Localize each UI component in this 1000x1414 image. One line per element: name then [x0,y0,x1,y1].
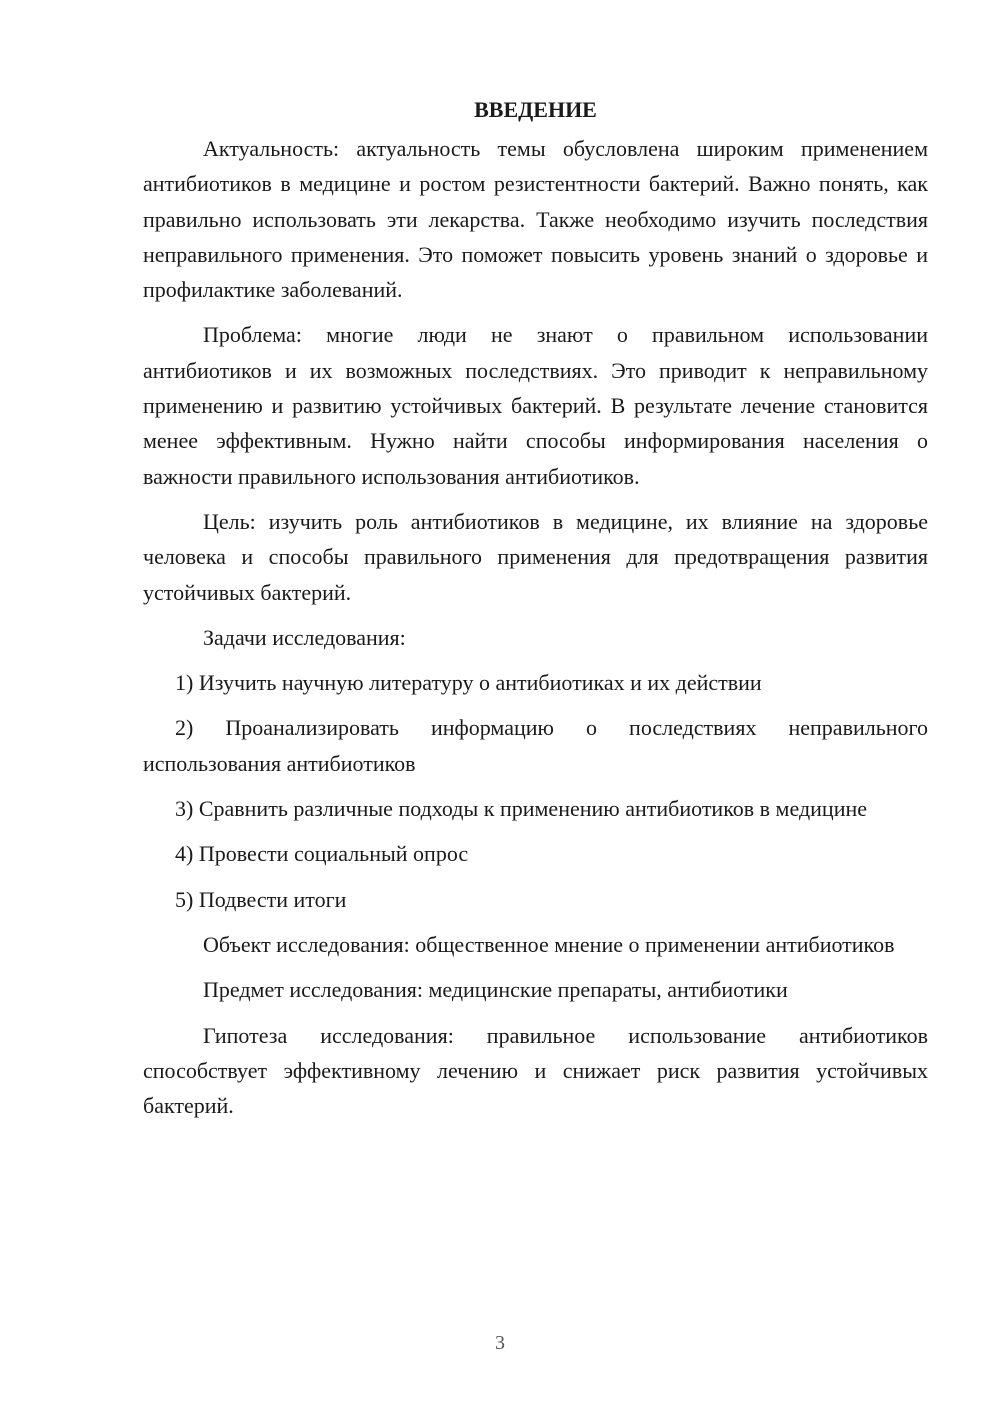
paragraph-object: Объект исследования: общественное мнение о применении антибиотиков [203,931,895,957]
tasks-list [143,665,928,917]
list-item: 1) Изучить научную литературу о антибиотиках и их действии [175,670,762,696]
list-item: 2) Проанализировать информацию о последствиях неправильного использования антибиотиков [143,715,928,776]
paragraph-subject: Предмет исследования: медицинские препараты, антибиотики [203,977,788,1003]
document-page [143,92,928,1133]
section-heading: ВВЕДЕНИЕ [474,97,597,122]
paragraph-hypothesis: Гипотеза исследования: правильное использование антибиотиков способствует эффективному лечению и снижает риск развития устойчивых бактерий. [143,1022,928,1119]
list-item: 5) Подвести итоги [175,886,347,912]
paragraph-goal: Цель: изучить роль антибиотиков в медицине, их влияние на здоровье человека и способы правильного применения для предотвращения развития устойчивых бактерий. [143,508,928,605]
paragraph-relevance: Актуальность: актуальность темы обусловлена широким применением антибиотиков в медицине и ростом резистентности бактерий. Важно понять, как правильно использовать эти лекарства. Также необходимо изучить последствия неправильного применения. Это поможет повысить уровень знаний о здоровье и профилактике заболеваний. [143,136,928,303]
list-item: 4) Провести социальный опрос [175,841,469,867]
paragraph-problem: Проблема: многие люди не знают о правильном использовании антибиотиков и их возможных последствиях. Это приводит к неправильному применению и развитию устойчивых бактерий. В результате лечение становится менее эффективным. Нужно найти способы информирования населения о важности правильного использования антибиотиков. [143,322,928,489]
page-number: 3 [495,1332,505,1354]
paragraph-tasks-intro: Задачи исследования: [203,624,406,650]
list-item: 3) Сравнить различные подходы к применению антибиотиков в медицине [175,796,868,822]
